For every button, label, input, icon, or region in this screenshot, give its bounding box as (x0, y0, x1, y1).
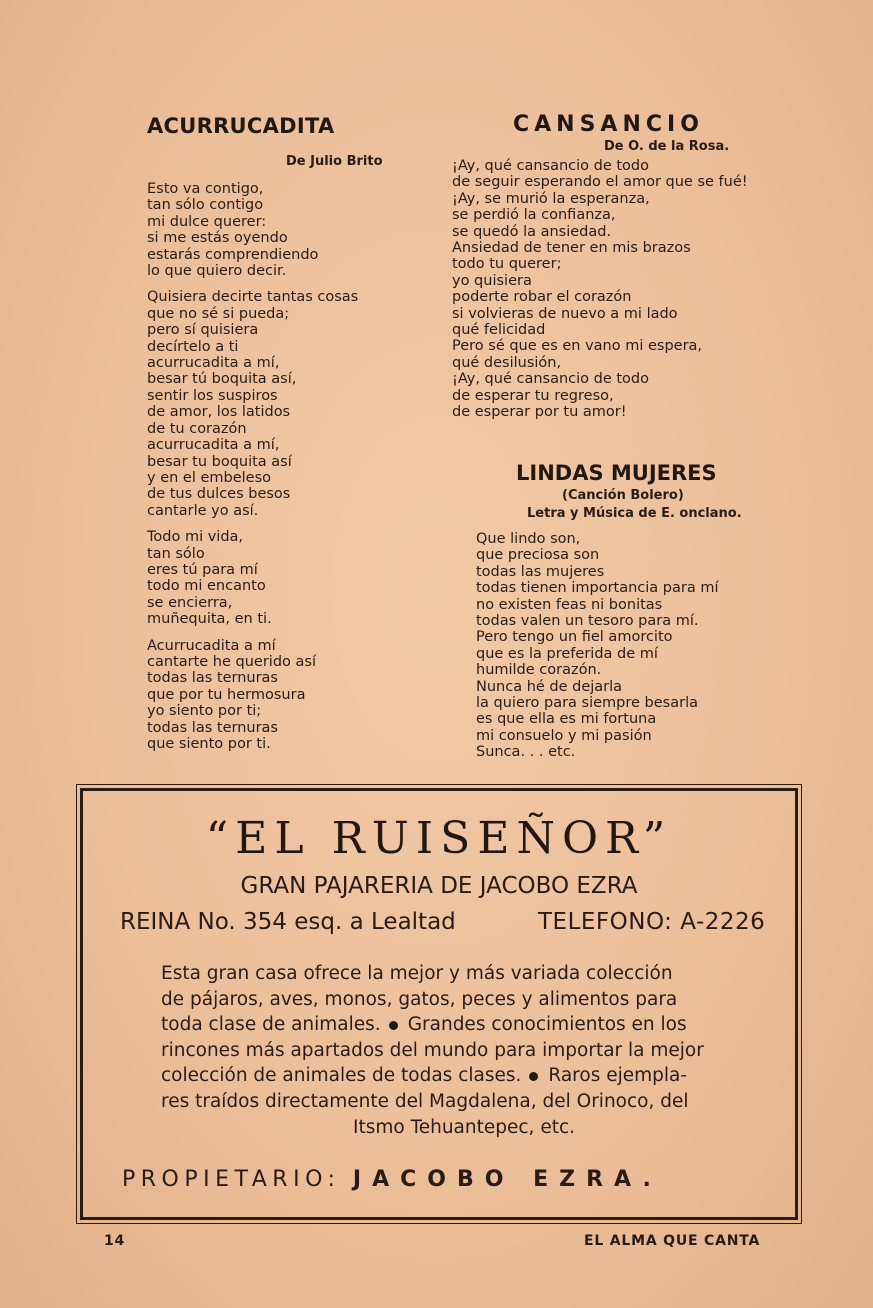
lyric-line: si me estás oyendo (147, 230, 288, 247)
lyric-line: todas valen un tesoro para mí. (476, 613, 699, 630)
lyric-line: cantarte he querido así (147, 653, 316, 670)
lyric-line: que siento por ti. (147, 736, 271, 752)
song-lyrics (476, 531, 776, 761)
song-author: Letra y Música de E. onclano. (527, 506, 742, 521)
lyric-line: que es la preferida de mí (476, 645, 658, 662)
ad-segment: colección de animales de todas clases. (161, 1065, 522, 1087)
lyric-line: todo tu querer; (452, 256, 562, 273)
lyric-line: no existen feas ni bonitas (476, 596, 663, 613)
lyric-line: tan sólo (147, 545, 205, 562)
shop-owner (122, 1167, 662, 1192)
lyric-line: todas las ternuras (147, 719, 278, 736)
shop-address: REINA No. 354 esq. a Lealtad (120, 909, 456, 935)
lyric-line: y en el embeleso (147, 469, 272, 486)
lyric-line: se encierra, (147, 594, 233, 611)
song-title: LINDAS MUJERES (516, 461, 717, 485)
advertisement-box (80, 788, 798, 1220)
ad-line: res traídos directamente del Magdalena, del Orinoco, del (161, 1090, 689, 1112)
lyric-line: lo que quiero decir. (147, 263, 287, 280)
song-author: De O. de la Rosa. (604, 139, 730, 154)
lyric-line: qué felicidad (452, 322, 546, 339)
lyric-line: de amor, los latidos (147, 404, 291, 421)
song-title: CANSANCIO (513, 112, 704, 137)
bullet-icon (389, 1021, 398, 1030)
ad-description (161, 961, 739, 1140)
magazine-title: EL ALMA QUE CANTA (584, 1233, 761, 1249)
lyric-line: Todo mi vida, (147, 529, 244, 546)
lyric-line: todas las mujeres (476, 563, 605, 580)
lyric-line: acurrucadita a mí, (147, 437, 280, 454)
lyric-line: Nunca hé de dejarla (476, 678, 623, 695)
lyric-line: todas las ternuras (147, 670, 278, 687)
shop-subtitle: GRAN PAJARERIA DE JACOBO EZRA (240, 873, 638, 899)
lyric-line: de tu corazón (147, 420, 247, 437)
lyric-line: acurrucadita a mí, (147, 355, 280, 372)
lyric-line: cantarle yo así. (147, 502, 259, 519)
lyric-line: sentir los suspiros (147, 387, 278, 404)
lyric-line: poderte robar el corazón (452, 289, 632, 306)
lyric-line: Pero sé que es en vano mi espera, (452, 338, 703, 355)
lyric-line: besar tu boquita así (147, 453, 292, 470)
lyric-line: Quisiera decirte tantas cosas (147, 289, 359, 306)
lyric-line: es que ella es mi fortuna (476, 711, 657, 728)
song-lyrics (147, 181, 397, 752)
lyric-line: estarás comprendiendo (147, 246, 319, 263)
lyric-line: ¡Ay, se murió la esperanza, (452, 190, 650, 207)
lyric-line: ¡Ay, qué cansancio de todo (452, 158, 649, 174)
stanza (147, 638, 397, 753)
ad-line: Itsmo Tehuantepec, etc. (353, 1116, 575, 1138)
lyric-line: de esperar tu regreso, (452, 387, 614, 404)
lyric-line: la quiero para siempre besarla (476, 695, 698, 712)
lyric-line: Esto va contigo, (147, 181, 264, 197)
lyric-line: pero sí quisiera (147, 322, 259, 339)
ad-line: Esta gran casa ofrece la mejor y más variada colección (161, 963, 673, 984)
ad-line: de pájaros, aves, monos, gatos, peces y alimentos para (161, 988, 678, 1010)
ad-line (161, 1012, 739, 1038)
song-author: De Julio Brito (286, 154, 383, 169)
stanza (147, 529, 397, 627)
lyric-line: Que lindo son, (476, 531, 581, 547)
ad-segment: Grandes conocimientos en los (407, 1014, 687, 1036)
lyric-line: besar tú boquita así, (147, 371, 297, 388)
lyric-line: humilde corazón. (476, 662, 602, 679)
song-title: ACURRUCADITA (147, 114, 335, 138)
lyric-line: tan sólo contigo (147, 197, 264, 214)
lyric-line: que no sé si pueda; (147, 305, 290, 322)
lyric-line: de tus dulces besos (147, 486, 291, 503)
shop-name: “EL RUISEÑOR” (205, 813, 673, 864)
lyric-line: yo quisiera (452, 272, 532, 289)
lyric-line: muñequita, en ti. (147, 611, 272, 628)
stanza (147, 289, 397, 519)
lyric-line: decírtelo a ti (147, 338, 239, 355)
lyric-line: Sunca. . . etc. (476, 744, 576, 761)
song-cansancio (452, 112, 782, 421)
lyric-line: Ansiedad de tener en mis brazos (452, 240, 691, 257)
owner-name: JACOBO EZRA. (352, 1167, 662, 1192)
song-acurrucadita (147, 114, 397, 762)
lyric-line: se quedó la ansiedad. (452, 223, 612, 240)
ad-segment: Raros ejempla- (548, 1065, 688, 1087)
lyric-line: mi consuelo y mi pasión (476, 727, 652, 744)
lyric-line: ¡Ay, qué cansancio de todo (452, 371, 649, 388)
lyric-line: Acurrucadita a mí (147, 637, 276, 654)
lyric-line: mi dulce querer: (147, 213, 267, 230)
ad-segment: toda clase de animales. (161, 1014, 381, 1036)
lyric-line: Pero tengo un fiel amorcito (476, 629, 673, 646)
lyric-line: todo mi encanto (147, 578, 266, 595)
lyric-line: qué desilusión, (452, 354, 562, 371)
page-number: 14 (104, 1233, 126, 1249)
lyric-line: de seguir esperando el amor que se fué! (452, 174, 748, 191)
stanza (147, 181, 397, 279)
lyric-line: yo siento por ti; (147, 703, 262, 720)
song-lyrics (452, 158, 782, 421)
bullet-icon (529, 1072, 538, 1081)
song-lindas-mujeres (476, 461, 776, 761)
lyric-line: de esperar por tu amor! (452, 404, 627, 421)
lyric-line: todas tienen importancia para mí (476, 580, 719, 597)
lyric-line: si volvieras de nuevo a mi lado (452, 305, 678, 322)
lyric-line: eres tú para mí (147, 561, 258, 578)
song-genre: (Canción Bolero) (562, 488, 684, 503)
shop-phone: TELEFONO: A-2226 (538, 909, 766, 935)
ad-line: rincones más apartados del mundo para importar la mejor (161, 1039, 704, 1061)
lyric-line: que preciosa son (476, 547, 600, 564)
ad-line (161, 1063, 739, 1089)
lyric-line: que por tu hermosura (147, 686, 306, 703)
lyric-line: se perdió la confianza, (452, 207, 616, 224)
owner-label: PROPIETARIO: (122, 1167, 341, 1192)
